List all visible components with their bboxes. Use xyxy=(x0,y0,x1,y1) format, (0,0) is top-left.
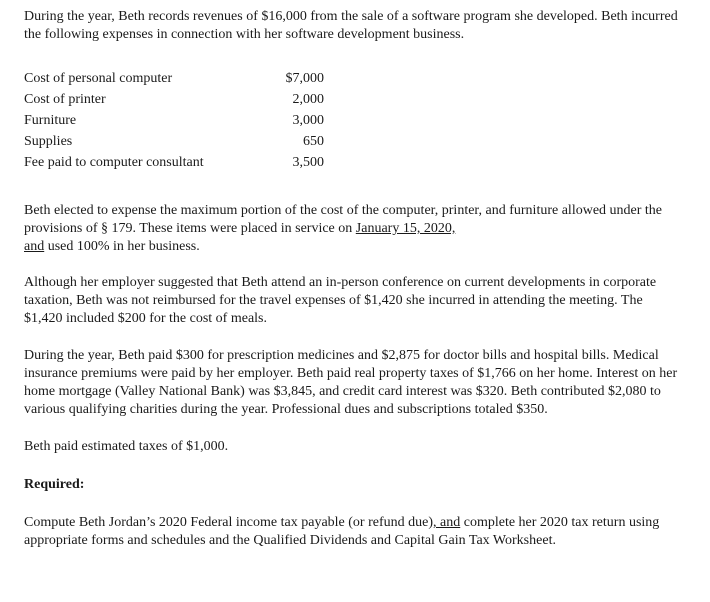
required-heading: Required: xyxy=(24,477,85,492)
expense-amount: 3,500 xyxy=(292,155,324,170)
expense-label: Supplies xyxy=(24,134,73,149)
expense-label: Cost of personal computer xyxy=(24,71,173,86)
expense-amount: 3,000 xyxy=(292,113,324,128)
required-paragraph xyxy=(24,514,684,550)
and-word: and xyxy=(24,239,45,254)
required-and: ), and xyxy=(428,515,461,530)
section-179-text-end: used 100% in her business. xyxy=(44,239,200,254)
required-text: Compute Beth Jordan’s 2020 Federal income tax payable (or refund due xyxy=(24,515,429,530)
medical-paragraph: During the year, Beth paid $300 for prescription medicines and $2,875 for doctor bills and hospital bills. Medical insurance premiums were paid by her employer. Beth paid real property taxes of $1,766 on her home. Interest on her home mortgage (Valley National Bank) was $3,845, and credit card interest was $320. Beth contributed $2,080 to various qualifying charities during the year. Professional dues and subscriptions totaled $350. xyxy=(24,348,678,417)
required-text-end: complete her 2020 tax return using appropriate forms and schedules and the Qualified Dividends and Capital Gain Tax Worksheet. xyxy=(24,515,660,548)
document-page xyxy=(24,8,684,550)
expense-row xyxy=(24,91,324,112)
expense-row xyxy=(24,70,324,91)
expense-label: Cost of printer xyxy=(24,92,106,107)
intro-paragraph: During the year, Beth records revenues of $16,000 from the sale of a software program she developed. Beth incurred the following expenses in connection with her software development business. xyxy=(24,9,678,42)
expense-amount: 650 xyxy=(303,134,324,149)
expense-amount: 2,000 xyxy=(292,92,324,107)
expense-row xyxy=(24,154,324,175)
expense-row xyxy=(24,112,324,133)
expenses-table xyxy=(24,70,324,175)
expense-label: Furniture xyxy=(24,113,77,128)
expense-amount: $7,000 xyxy=(285,71,324,86)
section-179-text: Beth elected to expense the maximum portion of the cost of the computer, printer, and furniture allowed under the provisions of § 179. These items were placed in service on xyxy=(24,203,663,236)
estimated-taxes-paragraph: Beth paid estimated taxes of $1,000. xyxy=(24,439,229,454)
expense-row xyxy=(24,133,324,154)
placed-in-service-date: January 15, 2020, xyxy=(355,221,456,236)
conference-paragraph: Although her employer suggested that Beth attend an in-person conference on current developments in corporate taxation, Beth was not reimbursed for the travel expenses of $1,420 she incurred in attending the meeting. The $1,420 included $200 for the cost of meals. xyxy=(24,275,657,326)
section-179-paragraph xyxy=(24,202,684,256)
expense-label: Fee paid to computer consultant xyxy=(24,155,204,170)
